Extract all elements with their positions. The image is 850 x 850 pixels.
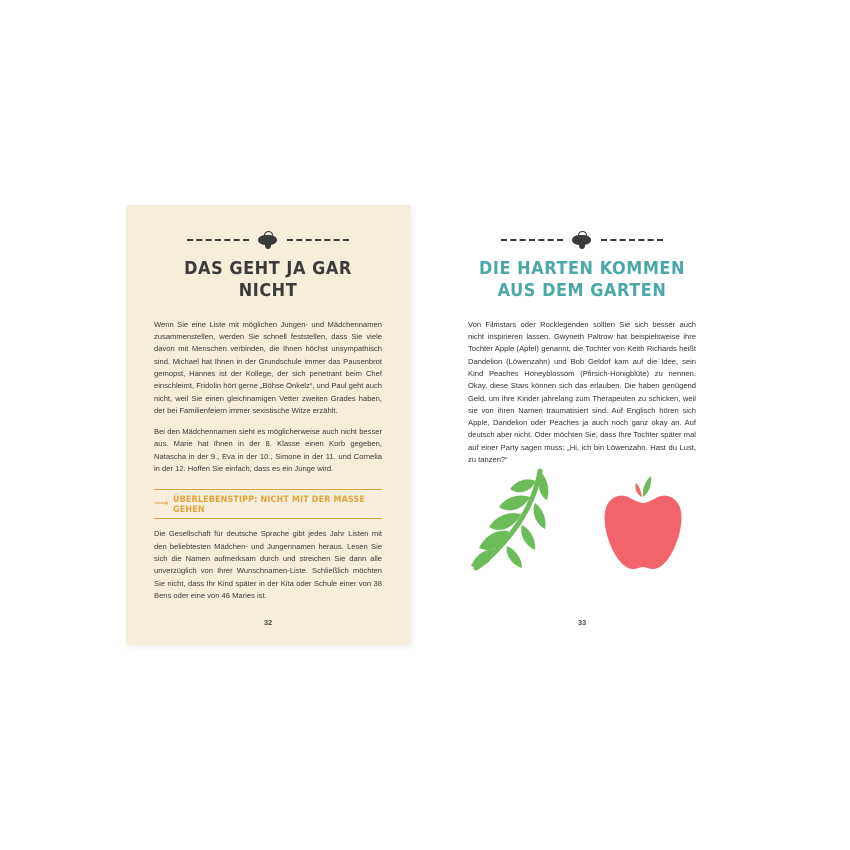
tip-text: Die Gesellschaft für deutsche Sprache gibt jedes Jahr Listen mit den beliebtesten Mädchen- und Jungennamen heraus. Lesen Sie sich die Namen aufmerksam durch und streichen Sie dann alle unverzüglich von Ihrer Wunschnamen-Liste. Schließlich möchten Sie nicht, dass Ihr Kind später in der Kita oder Schule einer von 38 Bens oder eine von 46 Maries ist. xyxy=(154,529,382,600)
dandelion-leaf-icon xyxy=(471,471,548,568)
left-page-title: DAS GEHT JA GAR NICHT xyxy=(184,259,352,301)
pacifier-icon xyxy=(569,231,595,249)
left-paragraph-2: Bei den Mädchennamen sieht es möglicherweise auch nicht besser aus. Marie hat Ihnen in der 8. Klasse einen Korb gegeben, Natascha in der 9., Eva in der 10., Simone in der 11. und Cornelia in der 12. Hoffen Sie einfach, dass es ein Junge wird. xyxy=(154,427,382,474)
divider-dash-right-2 xyxy=(601,239,663,241)
tip-header xyxy=(154,489,382,519)
apple-icon xyxy=(605,476,682,569)
divider-dash-left xyxy=(187,239,249,241)
left-page xyxy=(126,205,410,645)
left-paragraph-1: Wenn Sie eine Liste mit möglichen Jungen- und Mädchennamen zusammenstellen, werden Sie schnell feststellen, dass Sie viele davon mit Menschen verbinden, die Ihnen höchst unsympathisch sind. Michael hat Ihnen in der Grundschule immer das Pausenbrot gemopst, Hannes ist der Kollege, der sich penetrant beim Chef einschleimt, Fridolin hört gerne „Böhse Onkelz“, und Paul geht auch nicht, weil Sie einen gleichnamigen Vetter zweiten Grades haben, der bei Familienfeiern immer sexistische Witze erzählt. xyxy=(154,319,382,415)
left-page-number: 32 xyxy=(263,618,273,627)
right-page-title: DIE HARTEN KOMMEN AUS DEM GARTEN xyxy=(479,259,685,301)
right-page xyxy=(440,205,724,645)
illustration-leaf-apple xyxy=(468,467,698,587)
divider-dash-left-2 xyxy=(501,239,563,241)
divider-left xyxy=(154,231,382,249)
right-page-number: 33 xyxy=(577,618,587,627)
arrow-right-icon: ⟶ xyxy=(154,498,169,510)
right-paragraph-1: Von Filmstars oder Rocklegenden sollten Sie sich besser auch nicht inspirieren lassen. Gwyneth Paltrow hat beispielsweise ihre Tochter Apple (Apfel) genannt, die Tochter von Keith Richards heißt Dandelion (Löwenzahn) und Bob Geldof kam auf die Idee, sein Kind Peaches Honeyblossom (Pfirsich-Honigblüte) zu nennen. Okay, diese Stars können sich das erlauben. Die haben genügend Geld, um ihre Kinder jahrelang zum Therapeuten zu schicken, weil sie von ihren Namen traumatisiert sind. Auf Englisch hören sich Apple, Dandelion oder Peaches ja auch noch ganz okay an. Auf deutsch aber nicht. Oder möchten Sie, dass Ihre Tochter später mal auf einer Party sagen muss: „Hi, ich bin Löwenzahn. Hast du Lust, zu tanzen?“ xyxy=(468,319,696,465)
divider-right xyxy=(468,231,696,249)
pacifier-icon xyxy=(255,231,281,249)
divider-dash-right xyxy=(287,239,349,241)
survival-tip-box xyxy=(154,489,382,602)
tip-title: ÜBERLEBENSTIPP: NICHT MIT DER MASSE GEHEN xyxy=(173,494,366,515)
